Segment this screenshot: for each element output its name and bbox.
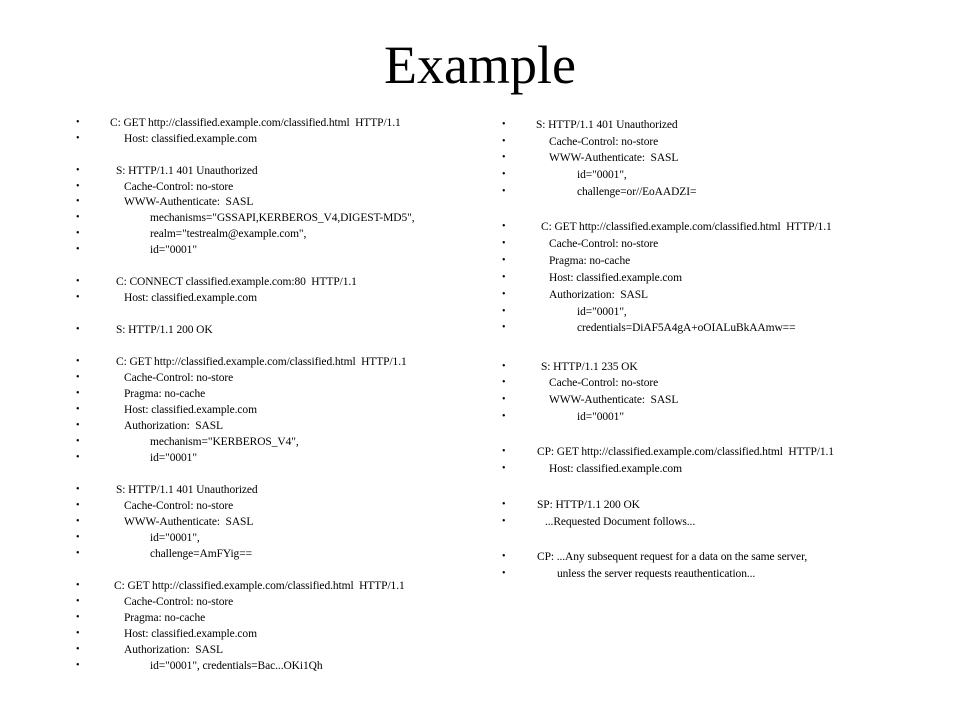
bullet: • — [76, 181, 80, 192]
bullet: • — [502, 238, 506, 249]
bullet: • — [502, 568, 506, 579]
list-item-text: id="0001" — [150, 452, 197, 464]
list-item-text: id="0001", — [150, 532, 200, 544]
bullet: • — [502, 361, 506, 372]
bullet: • — [502, 221, 506, 232]
list-item-text: S: HTTP/1.1 235 OK — [541, 361, 638, 373]
list-item-text: C: GET http://classified.example.com/classified.html HTTP/1.1 — [110, 117, 401, 129]
bullet: • — [76, 356, 80, 367]
list-item-text: WWW-Authenticate: SASL — [549, 394, 679, 406]
bullet: • — [502, 446, 506, 457]
bullet: • — [76, 292, 80, 303]
bullet: • — [502, 289, 506, 300]
list-item-text: S: HTTP/1.1 401 Unauthorized — [536, 119, 678, 131]
list-item-text: Host: classified.example.com — [549, 272, 682, 284]
bullet: • — [76, 212, 80, 223]
list-item-text: credentials=DiAF5A4gA+oOIALuBkAAmw== — [577, 322, 796, 334]
list-item-text: realm="testrealm@example.com", — [150, 228, 307, 240]
list-item-text: Host: classified.example.com — [549, 463, 682, 475]
list-item-text: CP: ...Any subsequent request for a data on the same server, — [537, 551, 808, 563]
bullet: • — [76, 580, 80, 591]
bullet: • — [76, 436, 80, 447]
list-item-text: mechanism="KERBEROS_V4", — [150, 436, 299, 448]
list-item-text: mechanisms="GSSAPI,KERBEROS_V4,DIGEST-MD5", — [150, 212, 415, 224]
list-item-text: id="0001" — [150, 244, 197, 256]
list-item-text: id="0001", — [577, 306, 627, 318]
bullet: • — [76, 452, 80, 463]
bullet: • — [76, 196, 80, 207]
slide-title: Example — [384, 35, 576, 95]
bullet: • — [76, 516, 80, 527]
bullet: • — [76, 388, 80, 399]
list-item-text: WWW-Authenticate: SASL — [124, 516, 254, 528]
list-item-text: Pragma: no-cache — [124, 388, 206, 400]
list-item-text: ...Requested Document follows... — [545, 516, 696, 528]
bullet: • — [76, 596, 80, 607]
list-item-text: C: GET http://classified.example.com/classified.html HTTP/1.1 — [116, 356, 407, 368]
list-item-text: Cache-Control: no-store — [124, 181, 234, 193]
list-item-text: id="0001", — [577, 169, 627, 181]
bullet: • — [76, 644, 80, 655]
bullet: • — [76, 244, 80, 255]
bullet: • — [502, 322, 506, 333]
list-item-text: S: HTTP/1.1 401 Unauthorized — [116, 484, 258, 496]
bullet: • — [502, 463, 506, 474]
list-item-text: Host: classified.example.com — [124, 404, 257, 416]
bullet: • — [502, 516, 506, 527]
list-item-text: Cache-Control: no-store — [124, 500, 234, 512]
list-item-text: Cache-Control: no-store — [124, 372, 234, 384]
bullet: • — [76, 117, 80, 128]
list-item-text: id="0001" — [577, 411, 624, 423]
list-item-text: unless the server requests reauthentication... — [557, 568, 756, 580]
list-item-text: Cache-Control: no-store — [549, 136, 659, 148]
list-item-text: WWW-Authenticate: SASL — [124, 196, 254, 208]
list-item-text: challenge=AmFYig== — [150, 548, 252, 560]
list-item-text: Pragma: no-cache — [549, 255, 631, 267]
bullet: • — [76, 484, 80, 495]
list-item-text: C: GET http://classified.example.com/classified.html HTTP/1.1 — [541, 221, 832, 233]
bullet: • — [76, 612, 80, 623]
bullet: • — [76, 500, 80, 511]
bullet: • — [76, 660, 80, 671]
list-item-text: challenge=or//EoAADZI= — [577, 186, 697, 198]
bullet: • — [76, 228, 80, 239]
bullet: • — [502, 186, 506, 197]
list-item-text: SP: HTTP/1.1 200 OK — [537, 499, 640, 511]
bullet: • — [76, 404, 80, 415]
bullet: • — [502, 499, 506, 510]
bullet: • — [502, 169, 506, 180]
bullet: • — [502, 377, 506, 388]
bullet: • — [76, 628, 80, 639]
bullet: • — [502, 255, 506, 266]
list-item-text: Host: classified.example.com — [124, 133, 257, 145]
bullet: • — [502, 551, 506, 562]
bullet: • — [502, 306, 506, 317]
list-item-text: Authorization: SASL — [124, 644, 223, 656]
bullet: • — [76, 276, 80, 287]
list-item-text: Pragma: no-cache — [124, 612, 206, 624]
list-item-text: Authorization: SASL — [124, 420, 223, 432]
bullet: • — [76, 165, 80, 176]
list-item-text: Host: classified.example.com — [124, 292, 257, 304]
list-item-text: Cache-Control: no-store — [549, 377, 659, 389]
list-item-text: S: HTTP/1.1 200 OK — [116, 324, 213, 336]
bullet: • — [502, 411, 506, 422]
bullet: • — [76, 324, 80, 335]
bullet: • — [502, 119, 506, 130]
list-item-text: CP: GET http://classified.example.com/classified.html HTTP/1.1 — [537, 446, 834, 458]
bullet: • — [502, 136, 506, 147]
list-item-text: Cache-Control: no-store — [549, 238, 659, 250]
bullet: • — [76, 548, 80, 559]
list-item-text: Authorization: SASL — [549, 289, 648, 301]
list-item-text: Host: classified.example.com — [124, 628, 257, 640]
list-item-text: WWW-Authenticate: SASL — [549, 152, 679, 164]
list-item-text: Cache-Control: no-store — [124, 596, 234, 608]
list-item-text: id="0001", credentials=Bac...OKi1Qh — [150, 660, 323, 672]
list-item-text: S: HTTP/1.1 401 Unauthorized — [116, 165, 258, 177]
bullet: • — [76, 532, 80, 543]
list-item-text: C: GET http://classified.example.com/classified.html HTTP/1.1 — [114, 580, 405, 592]
bullet: • — [76, 133, 80, 144]
bullet: • — [502, 152, 506, 163]
bullet: • — [76, 420, 80, 431]
list-item-text: C: CONNECT classified.example.com:80 HTTP/1.1 — [116, 276, 357, 288]
bullet: • — [502, 272, 506, 283]
bullet: • — [502, 394, 506, 405]
bullet: • — [76, 372, 80, 383]
